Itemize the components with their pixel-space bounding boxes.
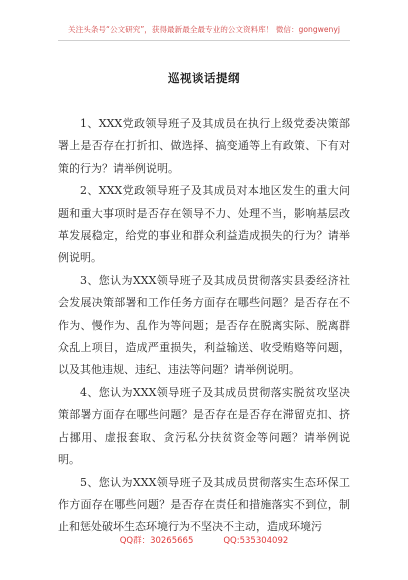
document-body — [58, 113, 350, 539]
document-title: 巡视谈话提纲 — [168, 71, 240, 85]
paragraph-2: 2、XXX党政领导班子及其成员对本地区发生的重大问题和重大事项时是否存在领导不力、处理不当，影响基层改革发展稳定，给党的事业和群众利益造成损失的行为？请举例说明。 — [58, 184, 350, 265]
footer-qq-group: QQ群：30265665 — [119, 536, 194, 546]
paragraph-1: 1、XXX党政领导班子及其成员在执行上级党委决策部署上是否存在打折扣、做选择、搞变通等上有政策、下有对策的行为？请举例说明。 — [58, 117, 350, 175]
footer-qq: QQ:535304092 — [223, 536, 289, 546]
header-promo-note: 关注头条号“公文研究”，获得最新最全最专业的公文资料库！ 微信：gongwenyj — [68, 25, 340, 34]
paragraph-3: 3、您认为XXX领导班子及其成员贯彻落实县委经济社会发展决策部署和工作任务方面存在哪些问题？是否存在不作为、慢作为、乱作为等问题；是否存在脱离实际、脱离群众乱上项目，造成严重损失，利益输送、收受贿赂等问题，以及其他违规、违纪、违法等问题？请举例说明。 — [58, 273, 350, 377]
header-divider — [58, 40, 350, 41]
paragraph-4: 4、您认为XXX领导班子及其成员贯彻落实脱贫攻坚决策部署方面存在哪些问题？是否存在是否存在滞留克扣、挤占挪用、虚报套取、贪污私分扶贫资金等问题？请举例说明。 — [58, 385, 350, 467]
footer-contact — [0, 534, 408, 546]
paragraph-5: 5、您认为XXX领导班子及其成员贯彻落实生态环保工作方面存在哪些问题？是否存在责任和措施落实不到位，制止和惩处破坏生态环境行为不坚决不主动，造成环境污 — [58, 475, 350, 534]
